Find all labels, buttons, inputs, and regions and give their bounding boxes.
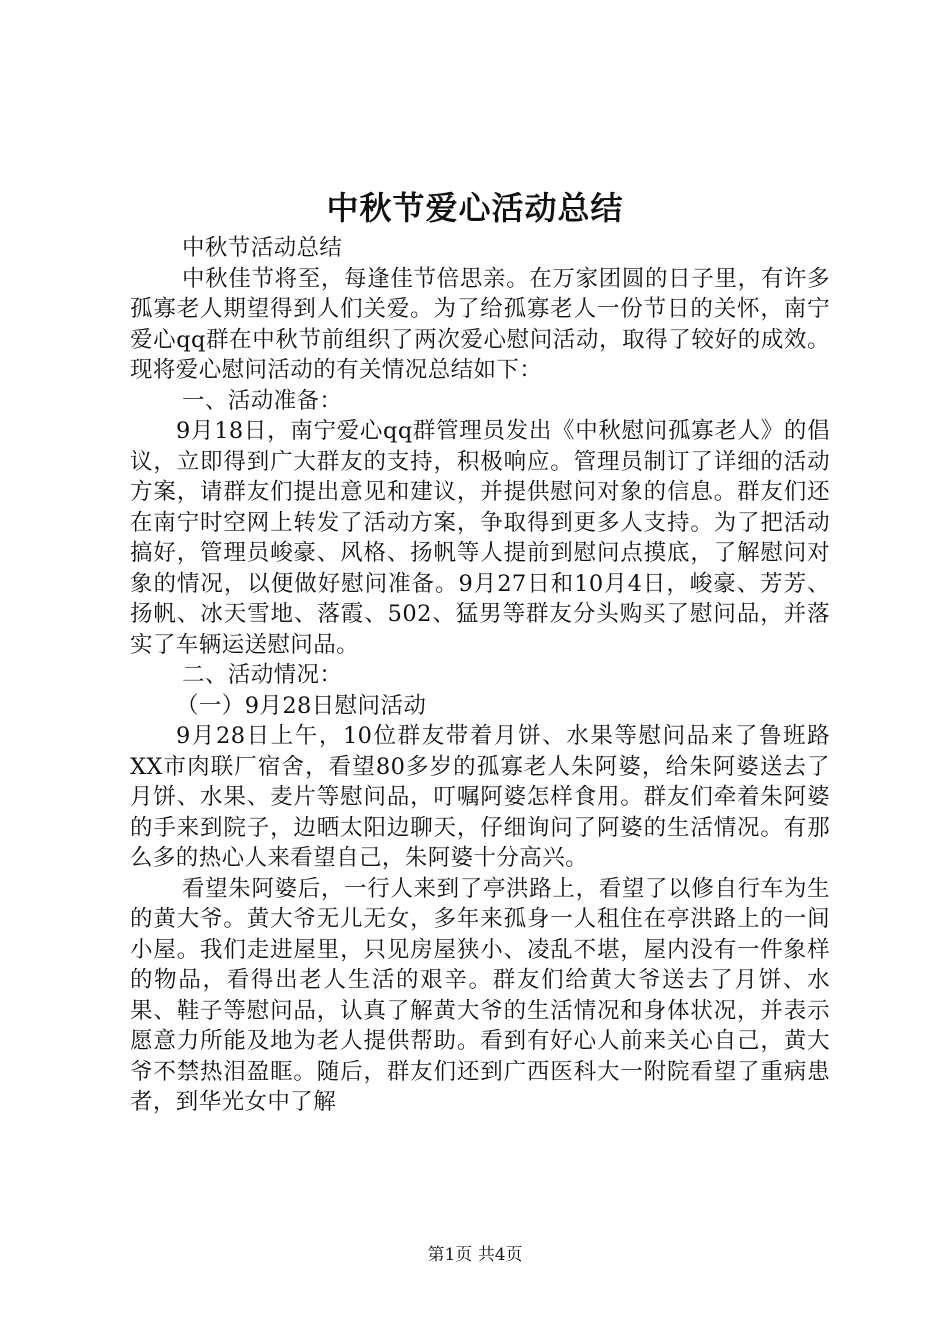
intro-paragraph: 中秋佳节将至，每逢佳节倍思亲。在万家团圆的日子里，有许多孤寡老人期望得到人们关爱。为了给孤寡老人一份节日的关怀，南宁爱心qq群在中秋节前组织了两次爱心慰问活动，取得了较好的成效。现将爱心慰问活动的有关情况总结如下： [130,265,830,383]
section2-body-paragraph-1: 9月28日上午，10位群友带着月饼、水果等慰问品来了鲁班路XX市肉联厂宿舍，看望80多岁的孤寡老人朱阿婆，给朱阿婆送去了月饼、水果、麦片等慰问品，叮嘱阿婆怎样食用。群友们牵着朱阿婆的手来到院子，边晒太阳边聊天，仔细询问了阿婆的生活情况。有那么多的热心人来看望自己，朱阿婆十分高兴。 [130,723,830,871]
page-footer: 第1页 共4页 [427,1245,523,1265]
document-body [130,233,830,1118]
section1-heading: 一、活动准备： [182,387,343,414]
section2-subheading: （一）9月28日慰问活动 [176,692,427,719]
subtitle-paragraph: 中秋节活动总结 [182,235,343,261]
section1-body-paragraph: 9月18日，南宁爱心qq群管理员发出《中秋慰问孤寡老人》的倡议，立即得到广大群友的支持，积极响应。管理员制订了详细的活动方案，请群友们提出意见和建议，并提供慰问对象的信息。群友们还在南宁时空网上转发了活动方案，争取得到更多人支持。为了把活动搞好，管理员峻豪、风格、扬帆等人提前到慰问点摸底，了解慰问对象的情况，以便做好慰问准备。9月27日和10月4日，峻豪、芳芳、扬帆、冰天雪地、落霞、502、猛男等群友分头购买了慰问品，并落实了车辆运送慰问品。 [130,418,830,658]
section2-body-paragraph-2: 看望朱阿婆后，一行人来到了亭洪路上，看望了以修自行车为生的黄大爷。黄大爷无儿无女，多年来孤身一人租住在亭洪路上的一间小屋。我们走进屋里，只见房屋狭小、凌乱不堪，屋内没有一件象样的物品，看得出老人生活的艰辛。群友们给黄大爷送去了月饼、水果、鞋子等慰问品，认真了解黄大爷的生活情况和身体状况，并表示愿意力所能及地为老人提供帮助。看到有好心人前来关心自己，黄大爷不禁热泪盈眶。随后，群友们还到广西医科大一附院看望了重病患者，到华光女中了解 [130,875,830,1115]
document-title: 中秋节爱心活动总结 [326,189,624,227]
section2-heading: 二、活动情况： [182,662,343,688]
